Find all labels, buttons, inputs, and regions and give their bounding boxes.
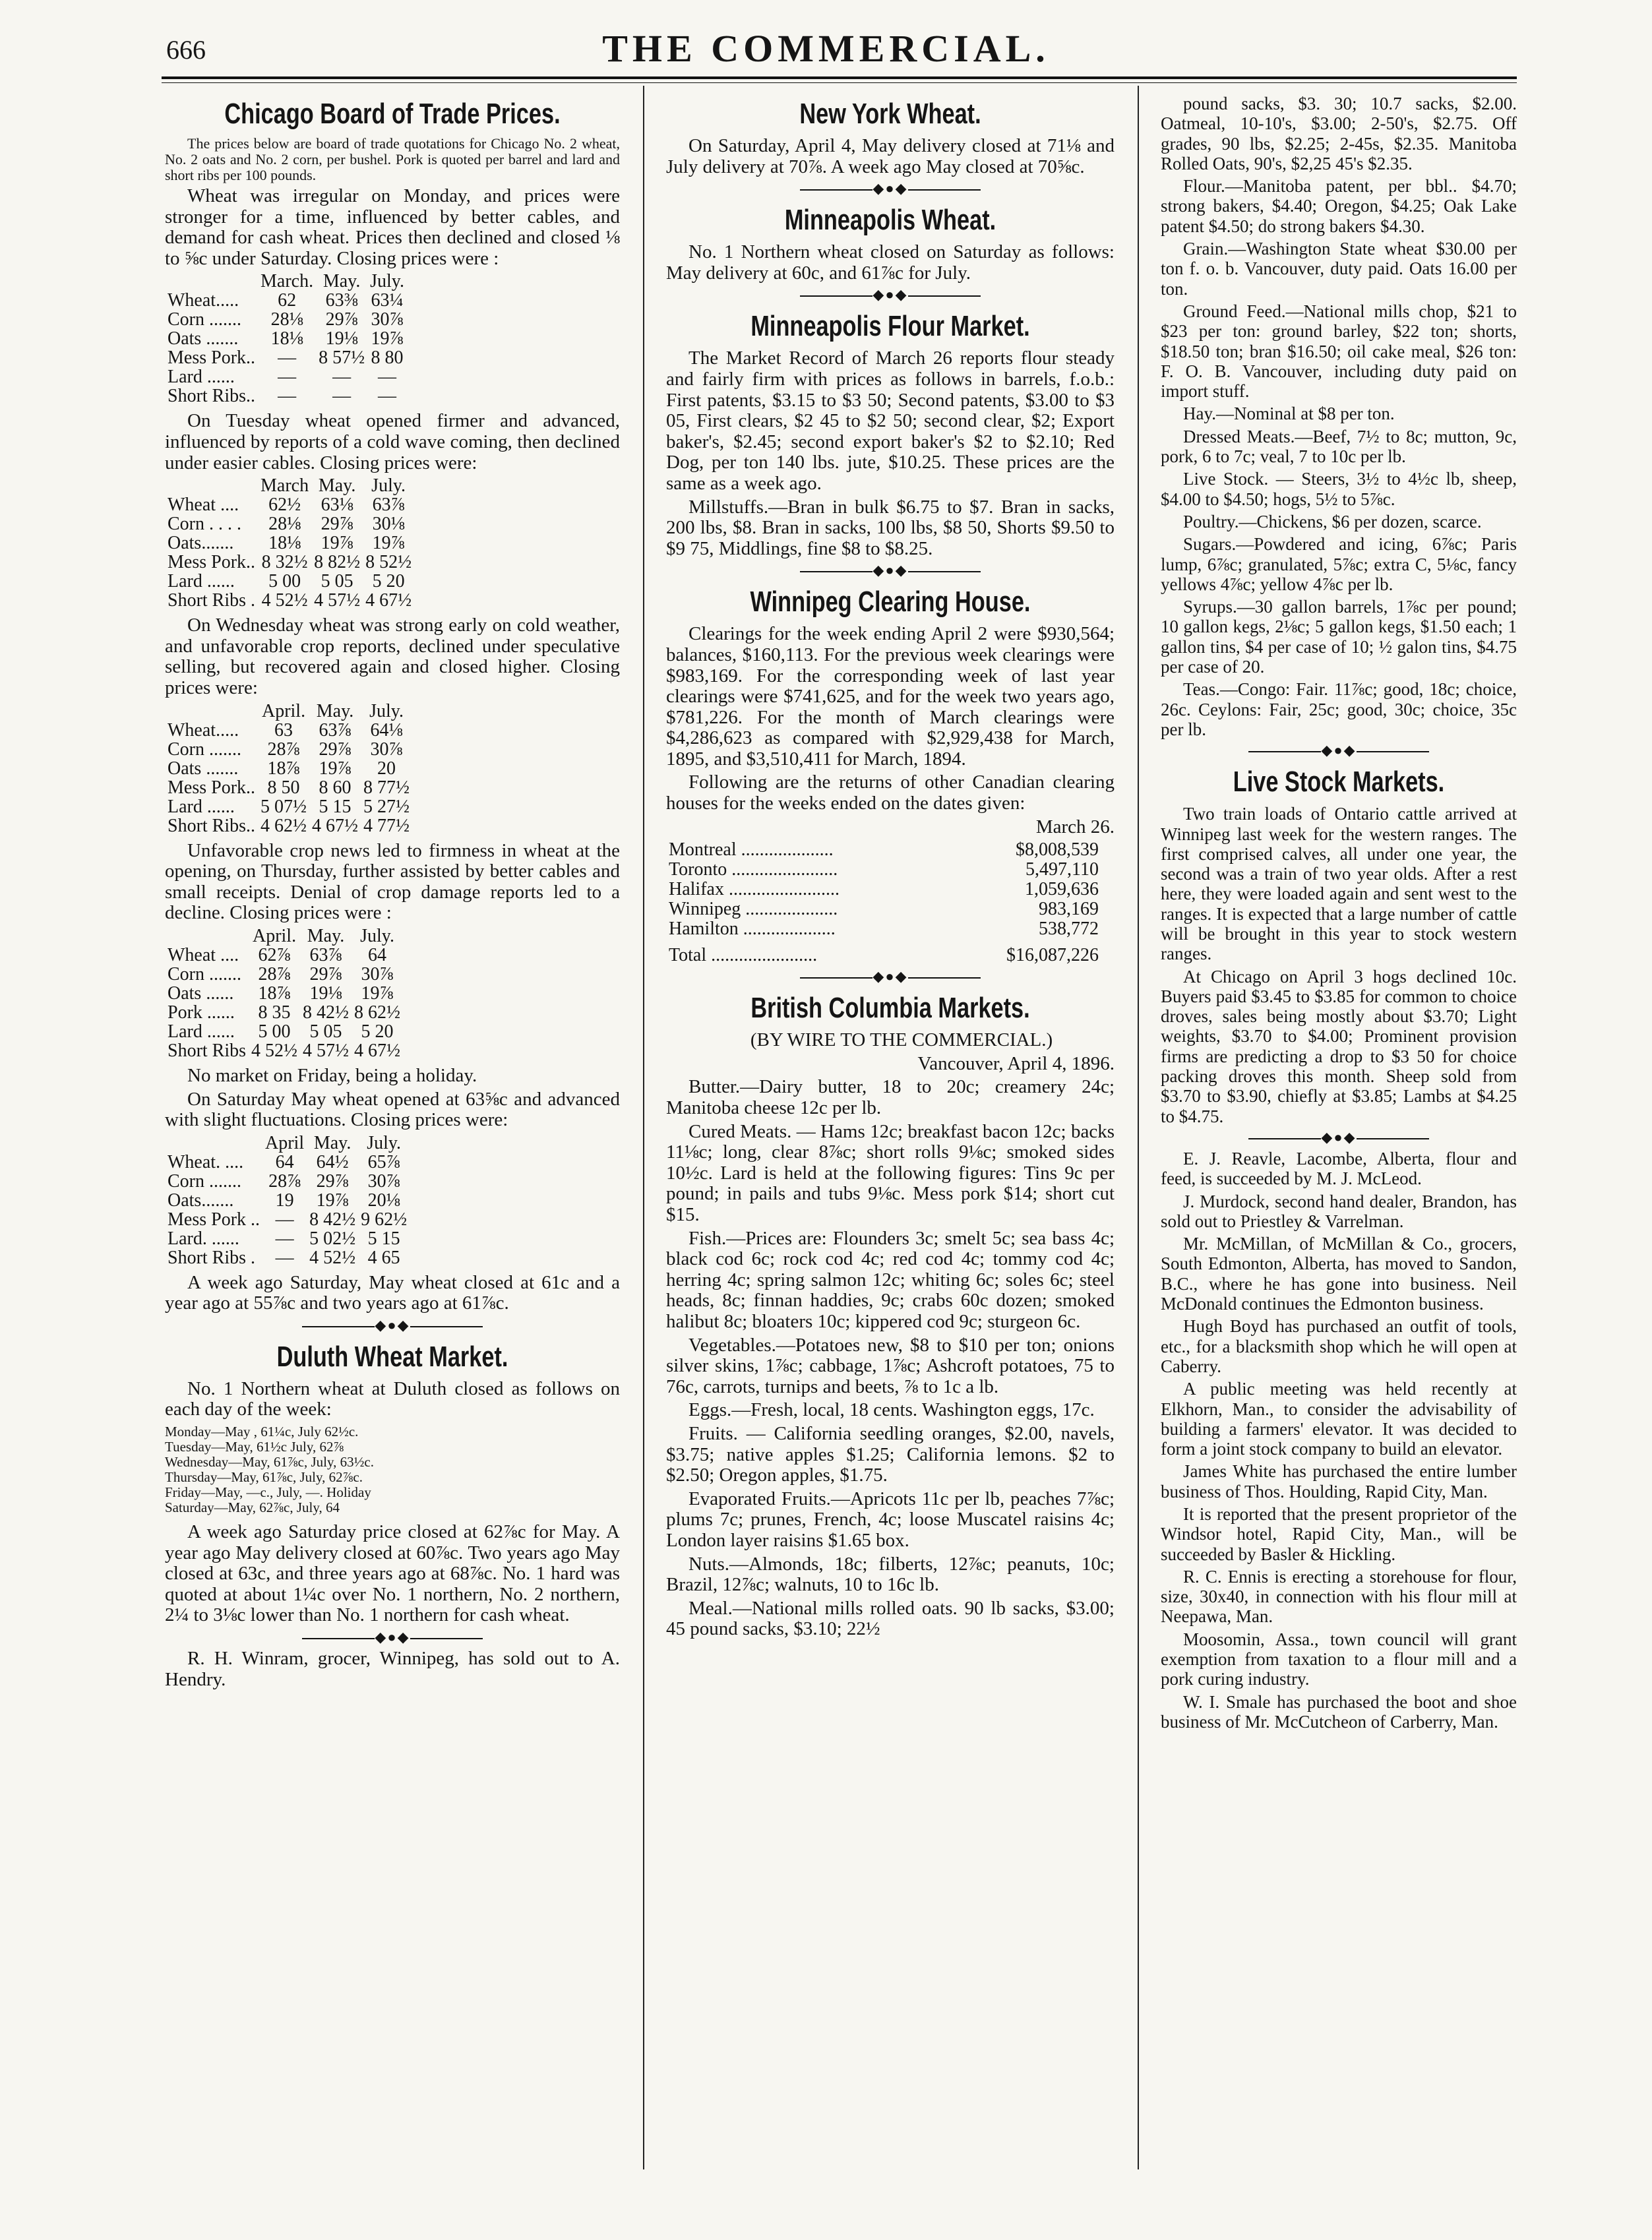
price-cell: 64	[275, 1151, 294, 1172]
market-paragraph: Poultry.—Chickens, $6 per dozen, scarce.	[1183, 511, 1482, 531]
price-cell: 28⅞	[268, 1170, 301, 1192]
commodity-label: Short Ribs..	[168, 386, 256, 407]
table-column-header: July.	[369, 700, 404, 721]
article-title: New York Wheat.	[799, 98, 981, 130]
commodity-label: Corn .......	[168, 739, 241, 760]
table-row	[165, 984, 403, 1003]
commodity-label: Oats.......	[168, 533, 234, 554]
table-row	[165, 591, 414, 610]
commodity-label: Mess Pork..	[168, 777, 256, 798]
price-cell: 29⅞	[309, 963, 342, 984]
paragraph: On Saturday, April 4, May delivery closed at 71⅛ and July delivery at 70⅞. A week ago May closed at 70⅝c.	[666, 135, 1115, 177]
business-note: W. I. Smale has purchased the boot and shoe business of Mr. McCutcheon of Carberry, Man.	[1161, 1691, 1517, 1732]
table-row	[666, 880, 1101, 899]
table-row	[165, 348, 407, 367]
livestock-paragraphs	[1161, 804, 1517, 1126]
article-subtitle: (BY WIRE TO THE COMMERCIAL.)	[750, 1029, 1053, 1051]
price-cell: 19⅞	[371, 328, 404, 349]
commodity-label: Pork ......	[168, 1002, 235, 1023]
table-column-header: May.	[313, 1132, 352, 1153]
price-table	[165, 702, 412, 835]
article-title: Live Stock Markets.	[1233, 766, 1445, 799]
price-cell: —	[332, 386, 352, 407]
section-separator: ◆●◆	[666, 286, 1115, 303]
section-separator: ◆●◆	[1161, 742, 1517, 759]
paragraph: On Saturday May wheat opened at 63⅝c and advanced with slight fluctuations. Closing prices were:	[165, 1088, 620, 1131]
price-cell: 18⅛	[270, 328, 303, 349]
article-title: British Columbia Markets.	[750, 992, 1030, 1025]
table-row	[165, 1172, 410, 1191]
column-divider	[643, 86, 644, 2169]
article-title: Winnipeg Clearing House.	[750, 586, 1031, 619]
price-cell: 18⅞	[267, 758, 300, 779]
clearing-amount: 5,497,110	[1025, 859, 1099, 880]
table-row	[165, 1041, 403, 1060]
market-paragraph: Eggs.—Fresh, local, 18 cents. Washington eggs, 17c.	[688, 1399, 1095, 1421]
price-cell: 9 62½	[361, 1209, 408, 1230]
price-cell: 8 82½	[314, 552, 361, 573]
paragraph: At Chicago on April 3 hogs declined 10c. Buyers paid $3.45 to $3.85 for common to choice droves, sales being mostly about $3.70; Light weights, $3.70 to $4.00; Prominent provision firms are predicting a drop to $3 50 for choice packing droves this month. Sheep sold from $3.70 to $3.90, chiefly at $3.85; Lambs at $4.25 to $4.75.	[1161, 966, 1517, 1126]
table-column-header: July.	[367, 1132, 402, 1153]
column-divider	[1138, 86, 1139, 2169]
price-cell: 5 07½	[260, 796, 307, 817]
clearing-amount: 1,059,636	[1025, 879, 1099, 900]
price-cell: 19⅞	[361, 983, 394, 1004]
market-paragraph: Fruits. — California seedling oranges, $2.00, navels, $3.75; native apples $1.25; California lemons. $2 to $2.50; Oregon apples, $1.75.	[666, 1422, 1115, 1486]
daily-price-line: Saturday—May, 62⅞c, July, 64	[165, 1499, 340, 1516]
price-cell: 19⅞	[319, 758, 352, 779]
price-cell: 29⅞	[316, 1170, 349, 1192]
market-paragraph: Ground Feed.—National mills chop, $21 to $23 per ton: ground barley, $22 ton; shorts, $18.50 ton; bran $16.50; oil cake meal, $26 ton: F. O. B. Vancouver, including duty paid on import stuff.	[1161, 301, 1517, 402]
table-row	[165, 572, 414, 591]
table-row	[165, 965, 403, 984]
market-paragraph: Dressed Meats.—Beef, 7½ to 8c; mutton, 9c, pork, 6 to 7c; veal, 7 to 10c per lb.	[1161, 426, 1517, 467]
commodity-label: Corn .......	[168, 1170, 241, 1192]
price-cell: 62½	[268, 495, 301, 516]
price-cell: 62	[278, 290, 297, 311]
table-column-header: July.	[371, 475, 406, 497]
table-row	[165, 386, 407, 406]
price-cell: 8 62½	[354, 1002, 401, 1023]
price-cell: 20⅛	[367, 1190, 400, 1211]
business-note: E. J. Reavle, Lacombe, Alberta, flour and feed, is succeeded by M. J. McLeod.	[1161, 1148, 1517, 1189]
price-cell: 19⅞	[321, 533, 353, 554]
market-paragraph: Teas.—Congo: Fair. 11⅞c; good, 18c; choice, 26c. Ceylons: Fair, 25c; good, 30c; choice, 35c per lb.	[1161, 679, 1517, 739]
price-cell: —	[378, 386, 397, 407]
commodity-label: Short Ribs .	[168, 1247, 256, 1268]
paragraph: Clearings for the week ending April 2 were $930,564; balances, $160,113. For the previous week clearings were $983,169. For the corresponding week of last year clearings were $741,625, and for the week two years ago, $781,226. For the month of March clearings were $4,286,623 as compared with $2,929,438 for March, 1895, and $3,510,411 for March, 1894.	[666, 623, 1115, 770]
price-cell: 8 42½	[303, 1002, 350, 1023]
price-cell: 30⅞	[361, 963, 394, 984]
section-separator: ◆●◆	[165, 1317, 620, 1334]
price-cell: 4 67½	[365, 590, 412, 611]
price-cell: 30⅞	[370, 739, 403, 760]
paragraph: R. H. Winram, grocer, Winnipeg, has sold out to A. Hendry.	[165, 1648, 620, 1690]
commodity-label: Oats ......	[168, 983, 234, 1004]
city-label: Halifax ........................	[669, 879, 840, 900]
dateline: Vancouver, April 4, 1896.	[917, 1052, 1115, 1074]
table-row	[165, 533, 414, 553]
price-cell: 28⅛	[268, 514, 301, 535]
price-cell: 5 00	[268, 571, 301, 592]
price-cell: 4 67½	[312, 815, 359, 836]
price-cell: 63⅞	[319, 719, 352, 741]
market-paragraph: pound sacks, $3. 30; 10.7 sacks, $2.00. Oatmeal, 10-10's, $3.00; 2-50's, $2.75. Off grades, 90 lbs, $2.25; 2-45s, $2.35. Manitoba Rolled Oats, 90's, $2,25 45's $2.35.	[1161, 94, 1517, 173]
price-table	[165, 926, 403, 1060]
header-rule	[162, 76, 1517, 79]
clearing-amount: 538,772	[1039, 919, 1099, 940]
table-column-header: May.	[322, 271, 361, 292]
business-notes	[1161, 1149, 1517, 1732]
total-label: Total .......................	[669, 945, 818, 966]
price-cell: 29⅞	[325, 309, 358, 330]
price-cell: 4 62½	[260, 815, 307, 836]
table-column-header: July.	[360, 925, 394, 946]
price-cell: —	[275, 1209, 294, 1230]
market-paragraph: Hay.—Nominal at $8 per ton.	[1183, 404, 1395, 424]
business-note: R. C. Ennis is erecting a storehouse for flour, size, 30x40, in connection with his flour mill at Neepawa, Man.	[1161, 1566, 1517, 1627]
price-cell: 28⅞	[267, 739, 300, 760]
table-row	[165, 1153, 410, 1172]
paragraph: A week ago Saturday price closed at 62⅞c for May. A year ago May delivery closed at 60⅞c. Two years ago May closed at 63c, and three years ago at 68⅞c. No. 1 hard was quoted at about 1¼c over No. 1 northern, No. 2 northern, 2¼ to 3⅛c lower than No. 1 northern for cash wheat.	[165, 1521, 620, 1626]
table-row	[165, 553, 414, 572]
price-cell: 28⅛	[270, 309, 303, 330]
table-row	[165, 1229, 410, 1248]
market-paragraph: Sugars.—Powdered and icing, 6⅞c; Paris lump, 6⅞c; granulated, 5⅞c; extra C, 5⅛c, fancy yellows 4⅞c; yellow 4⅞c per lb.	[1161, 534, 1517, 594]
page-number: 666	[166, 35, 206, 65]
table-column-header: March.	[260, 271, 314, 292]
commodity-label: Short Ribs .	[168, 590, 256, 611]
total-amount: $16,087,226	[1006, 945, 1099, 966]
table-column-header: May.	[318, 475, 356, 497]
market-paragraph: Evaporated Fruits.—Apricots 11c per lb, peaches 7⅞c; plums 7c; prunes, French, 4c; loose Muscatel raisins 4c; London layer raisins $1.65 box.	[666, 1488, 1115, 1551]
price-cell: 8 52½	[365, 552, 412, 573]
commodity-label: Corn .......	[168, 309, 241, 330]
clearing-date-header: March 26.	[1035, 816, 1115, 837]
price-cell: —	[278, 348, 297, 369]
price-cell: 19	[275, 1190, 294, 1211]
paragraph: The Market Record of March 26 reports flour steady and fairly firm with prices as follows in barrels, f.o.b.: First patents, $3.15 to $3 50; Second patents, $3.00 to $3 05, First clears, $2 45 to $2 50; second clear, $2; Export baker's, $2.45; second export baker's $2 to $2.10; Red Dog, per ton 140 lbs. jute, $10.25. These prices are the same as a week ago.	[666, 348, 1115, 494]
price-cell: 19⅞	[316, 1190, 349, 1211]
market-paragraph: Flour.—Manitoba patent, per bbl.. $4.70; strong bakers, $4.40; Oregon, $4.25; Oak Lake patent $4.50; do strong bakers $4.30.	[1161, 176, 1517, 236]
market-paragraph: Nuts.—Almonds, 18c; filberts, 12⅞c; peanuts, 10c; Brazil, 12⅞c; walnuts, 10 to 16c lb.	[666, 1553, 1115, 1596]
price-cell: 5 20	[372, 571, 405, 592]
article-title: Chicago Board of Trade Prices.	[224, 98, 561, 130]
commodity-label: Lard ......	[168, 367, 235, 388]
article-title: Minneapolis Wheat.	[784, 204, 996, 237]
table-row	[165, 291, 407, 310]
commodity-label: Lard ......	[168, 796, 235, 817]
price-cell: 8 77½	[363, 777, 410, 798]
paragraph: A week ago Saturday, May wheat closed at 61c and a year ago at 55⅞c and two years ago at 61⅞c.	[165, 1271, 620, 1314]
table-row	[165, 1191, 410, 1210]
commodity-label: Wheat. ....	[168, 1151, 244, 1172]
price-cell: 8 57½	[319, 348, 365, 369]
commodity-label: Wheat ....	[168, 944, 239, 965]
article-title: Minneapolis Flour Market.	[750, 310, 1030, 343]
price-cell: —	[278, 367, 297, 388]
commodity-label: Short Ribs..	[168, 815, 256, 836]
paragraph: On Wednesday wheat was strong early on cold weather, and unfavorable crop reports, declined under speculative selling, but recovered again and closed higher. Closing prices were:	[165, 615, 620, 698]
business-note: Mr. McMillan, of McMillan & Co., grocers, South Edmonton, Alberta, has moved to Sandon, B.C., where he has gone into business. Neil McDonald continues the Edmonton business.	[1161, 1234, 1517, 1314]
price-cell: 5 20	[361, 1021, 394, 1042]
table-row	[666, 919, 1101, 939]
price-cell: 19⅛	[309, 983, 342, 1004]
price-cell: 63⅞	[309, 944, 342, 965]
price-cell: 5 27½	[363, 796, 410, 817]
market-paragraph: Syrups.—30 gallon barrels, 1⅞c per pound; 10 gallon kegs, 2⅛c; 5 gallon kegs, $1.50 each; 1 gallon tins, $4 per case of 10; ½ galon tins, $4.75 per case of 20.	[1161, 597, 1517, 677]
table-row	[165, 759, 412, 778]
market-paragraph: Vegetables.—Potatoes new, $8 to $10 per ton; onions silver skins, 1⅞c; cabbage, 1⅞c; Ashcroft potatoes, 75 to 76c, carrots, turnips and beets, ⅞ to 1c a lb.	[666, 1334, 1115, 1397]
price-cell: 19⅞	[372, 533, 405, 554]
column-3	[1161, 91, 1517, 2155]
commodity-label: Wheat.....	[168, 719, 239, 741]
daily-price-line: Wednesday—May, 61⅞c, July, 63½c.	[165, 1454, 374, 1470]
price-cell: 29⅞	[319, 739, 352, 760]
table-row	[165, 1022, 403, 1041]
business-note: Hugh Boyd has purchased an outfit of tools, etc., for a blacksmith shop which he will open at Caberry.	[1161, 1316, 1517, 1376]
price-cell: 63	[274, 719, 293, 741]
business-note: J. Murdock, second hand dealer, Brandon, has sold out to Priestley & Varrelman.	[1161, 1191, 1517, 1231]
table-header-blank	[165, 702, 258, 721]
price-cell: 5 15	[367, 1228, 400, 1249]
price-cell: —	[332, 367, 352, 388]
table-row	[165, 1248, 410, 1267]
total-row	[666, 946, 1101, 965]
table-row	[165, 816, 412, 835]
paragraph: Two train loads of Ontario cattle arrived at Winnipeg last week for the western ranges. The first comprised calves, all under one year, the second was a train of two year olds. After a rest here, they were loaded again and sent west to the ranges. It is expected that a large number of cattle will be brought in this year to stock western ranges.	[1161, 804, 1517, 964]
price-cell: 28⅞	[258, 963, 291, 984]
market-paragraph: Live Stock. — Steers, 3½ to 4½c lb, sheep, $4.00 to $4.50; hogs, 5½ to 5⅞c.	[1161, 469, 1517, 509]
price-cell: 5 05	[321, 571, 353, 592]
price-cell: 4 57½	[303, 1040, 350, 1061]
business-note: Moosomin, Assa., town council will grant exemption from taxation to a flour mill and a pork curing industry.	[1161, 1629, 1517, 1689]
price-cell: —	[378, 367, 397, 388]
price-cell: 8 80	[371, 348, 404, 369]
price-cell: 63⅞	[372, 495, 405, 516]
table-row	[666, 899, 1101, 919]
clearing-table	[666, 840, 1101, 965]
price-cell: 4 65	[367, 1247, 400, 1268]
price-table	[165, 476, 414, 610]
column-2	[666, 91, 1115, 2155]
commodity-label: Mess Pork..	[168, 552, 256, 573]
price-cell: 4 67½	[354, 1040, 401, 1061]
price-cell: 8 35	[258, 1002, 291, 1023]
price-cell: —	[275, 1228, 294, 1249]
market-paragraph: Grain.—Washington State wheat $30.00 per ton f. o. b. Vancouver, duty paid. Oats 16.00 per ton.	[1161, 239, 1517, 299]
commodity-label: Mess Pork ..	[168, 1209, 260, 1230]
table-row	[165, 329, 407, 348]
price-cell: 19⅛	[325, 328, 358, 349]
table-column-header: April.	[261, 700, 306, 721]
table-column-header: April	[265, 1132, 305, 1153]
clearing-amount: $8,008,539	[1016, 839, 1099, 861]
price-cell: —	[275, 1247, 294, 1268]
price-table	[165, 272, 407, 406]
table-header-blank	[165, 1134, 262, 1153]
price-cell: 4 52½	[261, 590, 308, 611]
price-cell: 8 32½	[261, 552, 308, 573]
article-title: Duluth Wheat Market.	[276, 1340, 508, 1373]
bc-market-paragraphs	[666, 1077, 1115, 1639]
section-separator: ◆●◆	[666, 180, 1115, 197]
price-cell: 4 52½	[251, 1040, 298, 1061]
table-row	[165, 1210, 410, 1229]
paragraph: No. 1 Northern wheat at Duluth closed as follows on each day of the week:	[165, 1377, 620, 1420]
commodity-label: Wheat ....	[168, 495, 239, 516]
price-cell: 8 60	[319, 777, 352, 798]
commodity-label: Oats .......	[168, 758, 239, 779]
daily-price-line: Friday—May, —c., July, —. Holiday	[165, 1484, 371, 1501]
price-cell: 30⅛	[372, 514, 405, 535]
table-row	[165, 310, 407, 329]
city-label: Montreal ....................	[669, 839, 834, 861]
price-cell: 4 77½	[363, 815, 410, 836]
table-header-blank	[165, 476, 258, 495]
paragraph: No. 1 Northern wheat closed on Saturday as follows: May delivery at 60c, and 61⅞c for July.	[666, 241, 1115, 284]
price-cell: 5 05	[309, 1021, 342, 1042]
table-row	[165, 740, 412, 759]
column-1	[165, 91, 620, 2155]
table-column-header: July.	[370, 271, 404, 292]
table-header-blank	[165, 926, 249, 946]
masthead: THE COMMERCIAL.	[602, 27, 1050, 70]
paragraph: On Tuesday wheat opened firmer and advanced, influenced by reports of a cold wave coming, then declined under easier cables. Closing prices were:	[165, 410, 620, 473]
table-column-header: May.	[307, 925, 345, 946]
duluth-daily-list	[165, 1424, 620, 1515]
section-separator: ◆●◆	[165, 1629, 620, 1646]
table-header-blank	[165, 272, 258, 291]
price-cell: 64½	[316, 1151, 349, 1172]
price-cell: 62⅞	[258, 944, 291, 965]
section-separator: ◆●◆	[666, 562, 1115, 579]
daily-price-line: Thursday—May, 61⅞c, July, 62⅞c.	[165, 1469, 363, 1486]
business-note: James White has purchased the entire lumber business of Thos. Houlding, Rapid City, Man.	[1161, 1461, 1517, 1501]
paragraph: Millstuffs.—Bran in bulk $6.75 to $7. Bran in sacks, 200 lbs, $8. Bran in sacks, 100 lbs, $8 50, Shorts $9.50 to $9 75, Middlings, fine $8 to $8.25.	[666, 496, 1115, 559]
commodity-label: Oats .......	[168, 328, 239, 349]
paragraph: Wheat was irregular on Monday, and prices were stronger for a time, influenced by better cables, and demand for cash wheat. Prices then declined and closed ⅛ to ⅝c under Saturday. Closing prices were :	[165, 185, 620, 269]
price-cell: 63⅜	[325, 290, 358, 311]
price-cell: 5 02½	[309, 1228, 356, 1249]
commodity-label: Lard. ......	[168, 1228, 239, 1249]
table-row	[666, 860, 1101, 880]
price-cell: 30⅞	[367, 1170, 400, 1192]
market-paragraph: Fish.—Prices are: Flounders 3c; smelt 5c; sea bass 4c; black cod 6c; rock cod 4c; red cod 4c; tommy cod 4c; herring 4c; spring salmon 12c; whiting 6c; soles 6c; steel heads, 8c; finnan haddies, 9c; crabs 60c dozen; smoked halibut 8c; bloaters 10c; kippered cod 9c; sturgeon 6c.	[666, 1227, 1115, 1332]
price-cell: 63⅛	[321, 495, 353, 516]
price-cell: —	[278, 386, 297, 407]
city-label: Winnipeg ....................	[669, 899, 838, 920]
table-column-header: April.	[252, 925, 297, 946]
table-row	[165, 514, 414, 533]
paragraph: No market on Friday, being a holiday.	[187, 1064, 477, 1086]
paragraph: Unfavorable crop news led to firmness in wheat at the opening, on Thursday, further assisted by better cables and small receipts. Denial of crop damage reports led to a decline. Closing prices were :	[165, 839, 620, 924]
price-cell: 4 52½	[309, 1247, 356, 1268]
commodity-label: Lard ......	[168, 571, 235, 592]
price-cell: 20	[377, 758, 396, 779]
price-cell: 18⅛	[268, 533, 301, 554]
table-row	[666, 840, 1101, 860]
market-paragraph: Meal.—National mills rolled oats. 90 lb sacks, $3.00; 45 pound sacks, $3.10; 22½	[666, 1597, 1115, 1640]
commodity-label: Short Ribs	[168, 1040, 247, 1061]
paragraph: Following are the returns of other Canadian clearing houses for the weeks ended on the dates given:	[666, 772, 1115, 814]
commodity-label: Corn .......	[168, 963, 241, 984]
price-cell: 65⅞	[367, 1151, 400, 1172]
price-cell: 8 42½	[309, 1209, 356, 1230]
price-cell: 8 50	[267, 777, 300, 798]
table-row	[165, 495, 414, 514]
header-rule-thin	[162, 82, 1517, 83]
business-note: A public meeting was held recently at Elkhorn, Man., to consider the advisability of building a farmers' elevator. It was decided to form a joint stock company to build an elevator.	[1161, 1379, 1517, 1459]
price-cell: 30⅞	[371, 309, 404, 330]
price-cell: 4 57½	[314, 590, 361, 611]
table-row	[165, 946, 403, 965]
commodity-label: Oats.......	[168, 1190, 234, 1211]
bc-market-continued	[1161, 94, 1517, 739]
table-row	[165, 797, 412, 816]
table-column-header: March	[260, 475, 309, 497]
price-cell: 5 15	[319, 796, 352, 817]
market-paragraph: Cured Meats. — Hams 12c; breakfast bacon 12c; backs 11⅛c; long, clear 8⅞c; short rolls 9⅛c; smoked sides 10½c. Lard is held at the following figures: Tins 9c per pound; in pails and tubs 9⅛c. Mess pork $14; short cut $15.	[666, 1120, 1115, 1225]
city-label: Toronto .......................	[669, 859, 838, 880]
table-column-header: May.	[316, 700, 354, 721]
commodity-label: Lard ......	[168, 1021, 235, 1042]
commodity-label: Corn . . . .	[168, 514, 241, 535]
price-cell: 29⅞	[321, 514, 353, 535]
daily-price-line: Tuesday—May, 61½c July, 62⅞	[165, 1439, 344, 1455]
commodity-label: Mess Pork..	[168, 348, 256, 369]
price-cell: 64	[368, 944, 387, 965]
article-note: The prices below are board of trade quotations for Chicago No. 2 wheat, No. 2 oats and No. 2 corn, per bushel. Pork is quoted per barrel and lard and short ribs per 100 pounds.	[165, 135, 620, 183]
price-cell: 5 00	[258, 1021, 291, 1042]
market-paragraph: Butter.—Dairy butter, 18 to 20c; creamery 24c; Manitoba cheese 12c per lb.	[666, 1076, 1115, 1119]
table-row	[165, 778, 412, 797]
section-separator: ◆●◆	[666, 968, 1115, 985]
price-cell: 63¼	[371, 290, 404, 311]
table-row	[165, 367, 407, 386]
commodity-label: Wheat.....	[168, 290, 239, 311]
price-table	[165, 1134, 410, 1267]
daily-price-line: Monday—May , 61¼c, July 62½c.	[165, 1424, 359, 1440]
price-cell: 18⅞	[258, 983, 291, 1004]
clearing-amount: 983,169	[1039, 899, 1099, 920]
table-row	[165, 1003, 403, 1022]
city-label: Hamilton ....................	[669, 919, 836, 940]
business-note: It is reported that the present proprietor of the Windsor hotel, Rapid City, Man., will be succeeded by Basler & Hickling.	[1161, 1504, 1517, 1564]
section-separator: ◆●◆	[1161, 1129, 1517, 1146]
price-cell: 64⅛	[370, 719, 403, 741]
table-row	[165, 721, 412, 740]
